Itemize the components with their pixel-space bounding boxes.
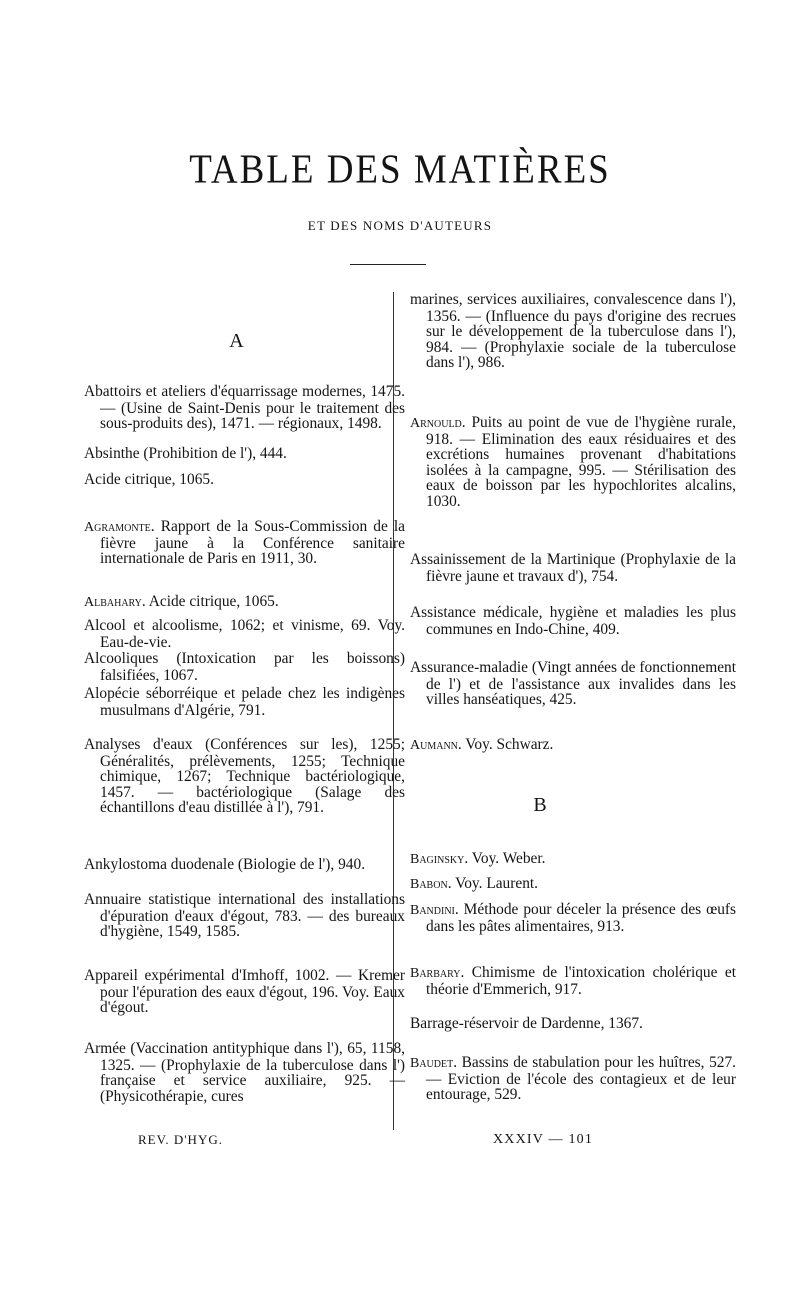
index-entry bbox=[410, 851, 736, 868]
page-subtitle: ET DES NOMS D'AUTEURS bbox=[307, 218, 493, 233]
index-entry bbox=[84, 651, 405, 683]
index-entry bbox=[84, 618, 405, 650]
entry-head: Agramonte bbox=[84, 520, 151, 535]
title-rule bbox=[350, 264, 426, 265]
index-entry bbox=[84, 594, 405, 611]
entry-text: Assainissement de la Martinique (Prophylaxie de la fièvre jaune et travaux d'), 754. bbox=[410, 551, 736, 585]
entry-text: . Chimisme de l'intoxication cholérique et théorie d'Emmerich, 917. bbox=[426, 964, 736, 998]
entry-text: . Bassins de stabulation pour les huîtres, 527. — Eviction de l'école des contagieux et de leur entourage, 529. bbox=[426, 1054, 736, 1104]
entry-text: . Puits au point de vue de l'hygiène rurale, 918. — Elimination des eaux résiduaires et des excrétions humaines provenant d'habitations isolées à la campagne, 995. — Stérilisation des eaux de boisson par les hypochlorites alcalins, 1030. bbox=[426, 414, 736, 510]
entry-text: marines, services auxiliaires, convalescence dans l'), 1356. — (Influence du pays d'origine des recrues sur le développement de la tuberculose dans l'), 984. — (Prophylaxie sociale de la tuberculose dans l'), 986. bbox=[410, 291, 736, 372]
index-entry bbox=[410, 1016, 736, 1033]
entry-text: Appareil expérimental d'Imhoff, 1002. — Kremer pour l'épuration des eaux d'égout, 196. Voy. Eaux d'égout. bbox=[84, 967, 405, 1017]
section-letter-b: B bbox=[533, 794, 547, 816]
page-title: TABLE DES MATIÈRES bbox=[189, 146, 611, 193]
index-entry bbox=[410, 876, 736, 893]
entry-text: Alcool et alcoolisme, 1062; et vinisme, 69. Voy. Eau-de-vie. bbox=[84, 617, 405, 651]
entry-text: Assistance médicale, hygiène et maladies les plus communes en Indo-Chine, 409. bbox=[410, 604, 736, 638]
entry-text: Abattoirs et ateliers d'équarrissage modernes, 1475. — (Usine de Saint-Denis pour le traitement des sous-produits des), 1471. — régionaux, 1498. bbox=[84, 383, 405, 433]
index-entry bbox=[410, 902, 736, 934]
index-entry bbox=[84, 737, 405, 816]
entry-head: Barbary bbox=[410, 966, 461, 981]
index-entry bbox=[84, 1041, 405, 1104]
index-entry bbox=[410, 737, 736, 754]
index-entry bbox=[410, 1055, 736, 1103]
entry-text: . Voy. Laurent. bbox=[447, 875, 539, 892]
index-entry bbox=[84, 472, 405, 489]
index-entry bbox=[84, 384, 405, 432]
entry-text: . Voy. Weber. bbox=[464, 850, 546, 867]
index-entry bbox=[84, 892, 405, 940]
entry-text: Alopécie séborréique et pelade chez les indigènes musulmans d'Algérie, 791. bbox=[84, 685, 405, 719]
entry-text: Ankylostoma duodenale (Biologie de l'), 940. bbox=[84, 856, 366, 873]
entry-text: Analyses d'eaux (Conférences sur les), 1255; Généralités, prélèvements, 1255; Technique chimique, 1267; Technique bactériologique, 1457. — bactériologique (Salage des échantillons d'eau distillée à l'), 791. bbox=[84, 736, 405, 817]
index-entry bbox=[84, 519, 405, 567]
index-entry bbox=[410, 660, 736, 708]
entry-text: Barrage-réservoir de Dardenne, 1367. bbox=[410, 1015, 643, 1032]
index-entry bbox=[84, 446, 405, 463]
section-letter-a: A bbox=[229, 330, 244, 352]
entry-text: Assurance-maladie (Vingt années de fonctionnement de l') et de l'assistance aux invalides dans les villes hanséatiques, 425. bbox=[410, 659, 736, 709]
entry-head: Arnould bbox=[410, 416, 462, 431]
entry-text: Annuaire statistique international des installations d'épuration d'eaux d'égout, 783. — des bureaux d'hygiène, 1549, 1585. bbox=[84, 891, 405, 941]
entry-text: . Rapport de la Sous-Commission de la fièvre jaune à la Conférence sanitaire internationale de Paris en 1911, 30. bbox=[100, 518, 405, 568]
index-entry bbox=[410, 605, 736, 637]
index-entry-continued bbox=[410, 292, 736, 371]
entry-text: . Méthode pour déceler la présence des œufs dans les pâtes alimentaires, 913. bbox=[426, 901, 736, 935]
index-entry bbox=[84, 857, 405, 874]
entry-head: Baginsky bbox=[410, 852, 465, 867]
entry-head: Aumann bbox=[410, 738, 458, 753]
entry-text: Armée (Vaccination antityphique dans l'), 65, 1158, 1325. — (Prophylaxie de la tuberculose dans l') française et service auxiliaire, 925. — (Physicothérapie, cures bbox=[84, 1040, 405, 1105]
entry-text: . Voy. Schwarz. bbox=[457, 736, 554, 753]
entry-text: Alcooliques (Intoxication par les boissons) falsifiées, 1067. bbox=[84, 650, 405, 684]
index-entry bbox=[410, 552, 736, 584]
entry-text: Absinthe (Prohibition de l'), 444. bbox=[84, 445, 287, 462]
entry-text: . Acide citrique, 1065. bbox=[141, 593, 279, 610]
entry-head: Baudet bbox=[410, 1056, 454, 1071]
entry-head: Bandini bbox=[410, 903, 455, 918]
index-entry bbox=[410, 415, 736, 510]
footer-journal: REV. D'HYG. bbox=[138, 1132, 223, 1147]
index-entry bbox=[84, 686, 405, 718]
index-entry bbox=[410, 965, 736, 997]
entry-head: Babon bbox=[410, 877, 448, 892]
index-entry bbox=[84, 968, 405, 1016]
entry-head: Albahary bbox=[84, 595, 142, 610]
entry-text: Acide citrique, 1065. bbox=[84, 471, 214, 488]
footer-signature: XXXIV — 101 bbox=[493, 1132, 594, 1147]
